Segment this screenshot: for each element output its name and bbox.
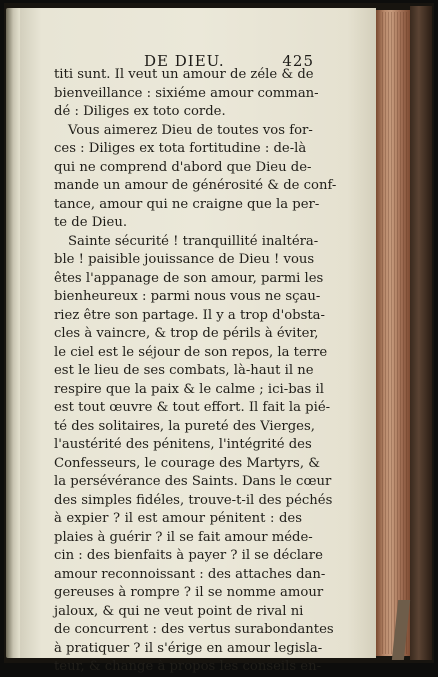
text-line: ces : Diliges ex tota fortitudine : de-là: [54, 141, 307, 156]
text-line: bienheureux : parmi nous vous ne sçau-: [54, 289, 321, 304]
text-line: êtes l'appanage de son amour, parmi les: [54, 270, 324, 286]
text-line: est le lieu de ses combats, là-haut il ne: [54, 363, 314, 378]
text-line: jaloux, & qui ne veut point de rival ni: [54, 603, 304, 619]
text-line: est tout œuvre & tout effort. Il fait la pié-: [54, 400, 331, 415]
text-line: ble ! paisible jouissance de Dieu ! vous: [54, 252, 315, 267]
text-line: bienveillance : sixiéme amour comman-: [54, 85, 319, 101]
text-line: riez être son partage. Il y a trop d'obsta-: [54, 307, 325, 323]
text-line: cin : des bienfaits à payer ? il se déclare: [54, 548, 323, 563]
text-line: Vous aimerez Dieu de toutes vos for-: [68, 122, 313, 138]
text-line: de concurrent : des vertus surabondantes: [54, 622, 334, 637]
text-line: des simples fidéles, trouve-t-il des péchés: [54, 492, 333, 508]
text-line: qui ne comprend d'abord que Dieu de-: [54, 159, 312, 175]
text-line: té des solitaires, la pureté des Vierges,: [54, 418, 315, 434]
page-number: 425: [282, 52, 314, 70]
text-line: dé : Diliges ex toto corde.: [54, 104, 226, 119]
page-edge-lines: [382, 12, 408, 654]
running-title: DE DIEU.: [144, 52, 225, 70]
page-body-text: [54, 66, 337, 677]
text-line: respire que la paix & le calme ; ici-bas il: [54, 381, 324, 397]
text-line: la persévérance des Saints. Dans le cœur: [54, 474, 332, 489]
paragraph: [54, 122, 337, 233]
text-line: à expier ? il est amour pénitent : des: [54, 511, 302, 526]
text-line: plaies à guérir ? il se fait amour méde-: [54, 529, 313, 545]
paragraph: [54, 233, 334, 677]
text-line: tance, amour qui ne craigne que la per-: [54, 196, 320, 212]
text-line: Confesseurs, le courage des Martyrs, &: [54, 455, 320, 471]
text-line: titi sunt. Il veut un amour de zéle & de: [54, 67, 314, 82]
text-line: mande un amour de générosité & de conf-: [54, 178, 337, 193]
text-line: l'austérité des pénitens, l'intégrité des: [54, 437, 312, 452]
text-line: teur, & change à propos les conseils en-: [54, 659, 322, 674]
text-line: Sainte sécurité ! tranquillité inaltéra-: [68, 233, 319, 249]
text-line: amour reconnoissant : des attaches dan-: [54, 566, 326, 582]
text-line: le ciel est le séjour de son repos, la terre: [54, 344, 328, 360]
text-line: cles à vaincre, & trop de périls à éviter,: [54, 326, 319, 341]
text-line: gereuses à rompre ? il se nomme amour: [54, 585, 324, 600]
text-line: à pratiquer ? il s'érige en amour legisla-: [54, 640, 323, 656]
text-line: te de Dieu.: [54, 215, 128, 230]
book-cover: [410, 6, 432, 660]
paragraph: [54, 66, 319, 122]
